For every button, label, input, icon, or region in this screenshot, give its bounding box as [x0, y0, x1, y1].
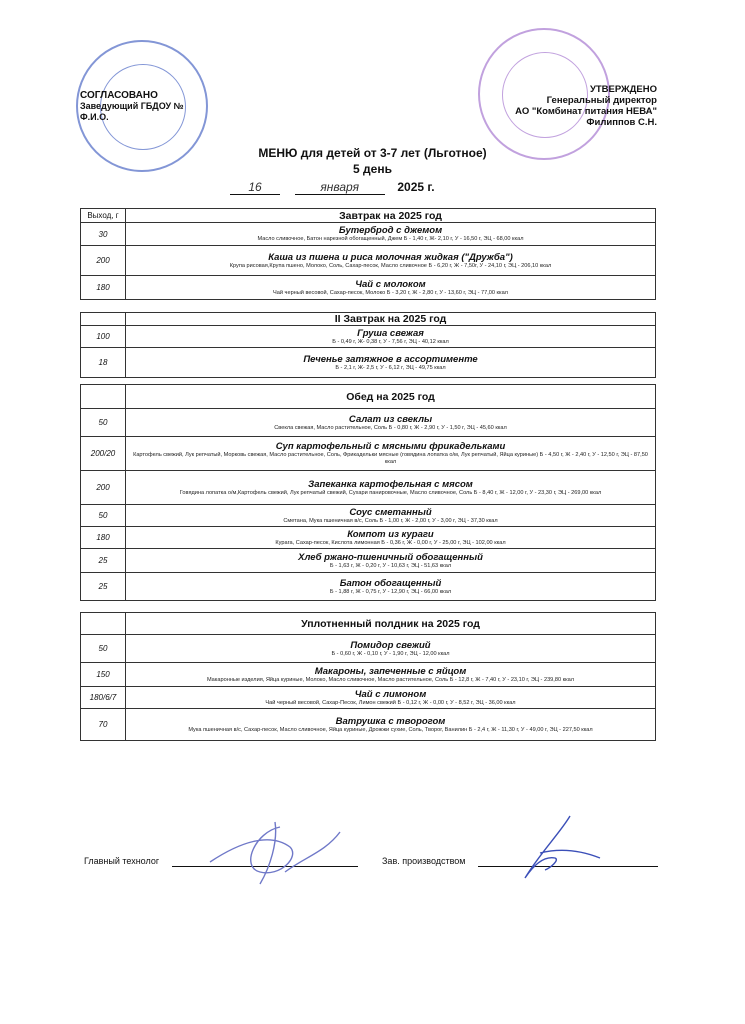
dish-ingredients: Курага, Сахар-песок, Кислота лимонная Б - 0,36 г, Ж - 0,00 г, У - 25,00 г, ЭЦ - 102,00 ккал	[275, 539, 506, 546]
breakfast-table	[80, 208, 656, 300]
production-head-signature	[500, 808, 610, 888]
table-row	[81, 663, 656, 687]
output-cell: 25	[81, 573, 126, 601]
dish-name: Чай с молоком	[355, 278, 426, 290]
dish-name: Груша свежая	[357, 327, 424, 339]
lunch-table	[80, 384, 656, 601]
dish-ingredients: Б - 2,1 г, Ж- 2,5 г, У - 6,12 г, ЭЦ - 49,75 ккал	[335, 364, 446, 371]
dish-ingredients: Чай черный весовой, Сахар-песок, Молоко Б - 3,20 г, Ж - 2,80 г, У - 13,60 г, ЭЦ - 77,00 ккал	[273, 289, 508, 296]
output-cell: 200	[81, 471, 126, 505]
output-cell: 70	[81, 709, 126, 741]
dish-ingredients: Масло сливочное, Батон нарезной обогащенный, Джем Б - 1,40 г, Ж- 2,10 г, У - 16,50 г, ЭЦ - 68,00 ккал	[257, 236, 524, 242]
table-row	[81, 223, 656, 246]
table-row	[81, 326, 656, 348]
menu-day: 5 день	[353, 162, 392, 176]
output-cell: 180	[81, 527, 126, 549]
dish-ingredients: Свекла свежая, Масло растительное, Соль Б - 0,80 г, Ж - 2,90 г, У - 1,50 г, ЭЦ - 45,60 ккал	[274, 424, 507, 431]
menu-date	[230, 180, 435, 195]
table-row	[81, 635, 656, 663]
dish-name: Компот из кураги	[347, 528, 434, 540]
chief-technologist-label: Главный технолог	[84, 856, 160, 866]
dish-name: Суп картофельный с мясными фрикадельками	[275, 441, 506, 452]
approved-block	[515, 84, 657, 128]
production-head-label: Зав. производством	[382, 856, 466, 866]
table-row	[81, 246, 656, 276]
table-row	[81, 505, 656, 527]
dish-name: Батон обогащенный	[339, 577, 442, 589]
table-row	[81, 527, 656, 549]
output-cell: 100	[81, 326, 126, 348]
dish-ingredients: Сметана, Мука пшеничная в/с, Соль Б - 1,00 г, Ж - 2,00 г, У - 3,00 г, ЭЦ - 37,30 ккал	[283, 517, 498, 524]
dish-name: Макароны, запеченные с яйцом	[314, 665, 467, 677]
date-month: января	[295, 180, 385, 195]
dish-name: Помидор свежий	[350, 639, 431, 651]
fio-label: Ф.И.О.	[80, 112, 109, 122]
output-column-header: Выход, г	[81, 209, 126, 223]
dish-name: Запеканка картофельная с мясом	[308, 478, 473, 490]
dish-ingredients: Макаронные изделия, Яйца куриные, Молоко, Масло сливочное, Масло растительное, Соль Б - 12,8 г, Ж - 7,40 г, У - 23,10 г, ЭЦ - 239,80 ккал	[206, 676, 575, 683]
section-title: Завтрак на 2025 год	[126, 209, 656, 223]
table-row	[81, 276, 656, 300]
director-position: Генеральный директор	[546, 95, 657, 106]
section-title: Уплотненный полдник на 2025 год	[126, 613, 656, 635]
agreed-label: СОГЛАСОВАНО	[80, 90, 158, 101]
company-name: АО "Комбинат питания НЕВА"	[515, 106, 657, 117]
dish-ingredients: Б - 0,49 г, Ж- 0,38 г, У - 7,56 г, ЭЦ - 40,12 ккал	[332, 338, 449, 345]
dish-ingredients: Чай черный весовой, Сахар-Песок, Лимон свежий Б - 0,12 г, Ж - 0,00 г, У - 8,52 г, ЭЦ - 36,00 ккал	[265, 699, 516, 706]
table-row	[81, 409, 656, 437]
output-cell: 25	[81, 549, 126, 573]
output-cell: 50	[81, 635, 126, 663]
section-title: Обед на 2025 год	[126, 385, 656, 409]
dish-name: Салат из свеклы	[348, 413, 433, 425]
dish-name: Хлеб ржано-пшеничный обогащенный	[298, 551, 483, 563]
dish-ingredients: Картофель свежий, Лук репчатый, Морковь свежая, Масло растительное, Соль, Фрикадельки мясные (говядина лопатка о/м, Лук репчатый, Яйца куриные) Б - 4,50 г, Ж - 2,40 г, У - 12,50 г, ЭЦ - 87,50 ккал	[133, 452, 648, 465]
dish-name: Печенье затяжное в ассортименте	[303, 353, 478, 365]
date-year: 2025 г.	[397, 180, 435, 194]
dish-ingredients: Б - 1,63 г, Ж - 0,20 г, У - 10,63 г, ЭЦ - 51,63 ккал	[329, 562, 452, 569]
dish-ingredients: Б - 0,60 г, Ж - 0,10 г, У - 1,90 г, ЭЦ - 12,00 ккал	[331, 650, 450, 657]
table-row	[81, 348, 656, 378]
snack-table	[80, 612, 656, 741]
table-row	[81, 687, 656, 709]
output-cell: 30	[81, 223, 126, 246]
dish-ingredients: Говядина лопатка о/м,Картофель свежий, Лук репчатый свежий, Сухари панировочные, Масло сливочное, Соль Б - 8,40 г, Ж - 12,00 г, У - 23,30 г, ЭЦ - 269,00 ккал	[179, 489, 602, 496]
table-row	[81, 709, 656, 741]
output-cell: 150	[81, 663, 126, 687]
table-row	[81, 549, 656, 573]
output-cell: 180/6/7	[81, 687, 126, 709]
table-row	[81, 471, 656, 505]
head-label: Заведующий ГБДОУ №	[80, 101, 184, 111]
dish-name: Чай с лимоном	[354, 688, 427, 700]
chief-technologist-signature	[200, 812, 350, 892]
approved-label: УТВЕРЖДЕНО	[589, 84, 657, 95]
output-cell: 50	[81, 409, 126, 437]
output-cell: 200/20	[81, 437, 126, 471]
second-breakfast-table	[80, 312, 656, 378]
dish-name: Ватрушка с творогом	[335, 715, 446, 727]
output-cell: 18	[81, 348, 126, 378]
menu-title: МЕНЮ для детей от 3-7 лет (Льготное)	[258, 146, 487, 160]
dish-ingredients: Мука пшеничная в/с, Сахар-песок, Масло сливочное, Яйца куриные, Дрожжи сухие, Соль, Творог, Ванилин Б - 2,4 г, Ж - 11,30 г, У - 49,00 г, ЭЦ - 227,50 ккал	[188, 726, 593, 733]
table-row	[81, 437, 656, 471]
table-row	[81, 573, 656, 601]
agreed-block	[80, 90, 184, 123]
dish-ingredients: Б - 1,88 г, Ж - 0,75 г, У - 12,90 г, ЭЦ - 66,00 ккал	[329, 588, 452, 595]
section-title: II Завтрак на 2025 год	[126, 313, 656, 326]
dish-name: Бутерброд с джемом	[338, 225, 443, 236]
dish-ingredients: Крупа рисовая,Крупа пшено, Молоко, Соль, Сахар-песок, Масло сливочное Б - 6,20 г, Ж - 7,50г, У - 24,10 г, ЭЦ - 206,10 ккал	[229, 262, 552, 269]
director-name: Филиппов С.Н.	[586, 117, 657, 128]
output-cell: 200	[81, 246, 126, 276]
output-cell: 50	[81, 505, 126, 527]
dish-name: Соус сметанный	[349, 506, 432, 518]
date-day: 16	[230, 180, 280, 195]
dish-name: Каша из пшена и риса молочная жидкая ("Дружба")	[268, 251, 513, 263]
output-cell: 180	[81, 276, 126, 300]
